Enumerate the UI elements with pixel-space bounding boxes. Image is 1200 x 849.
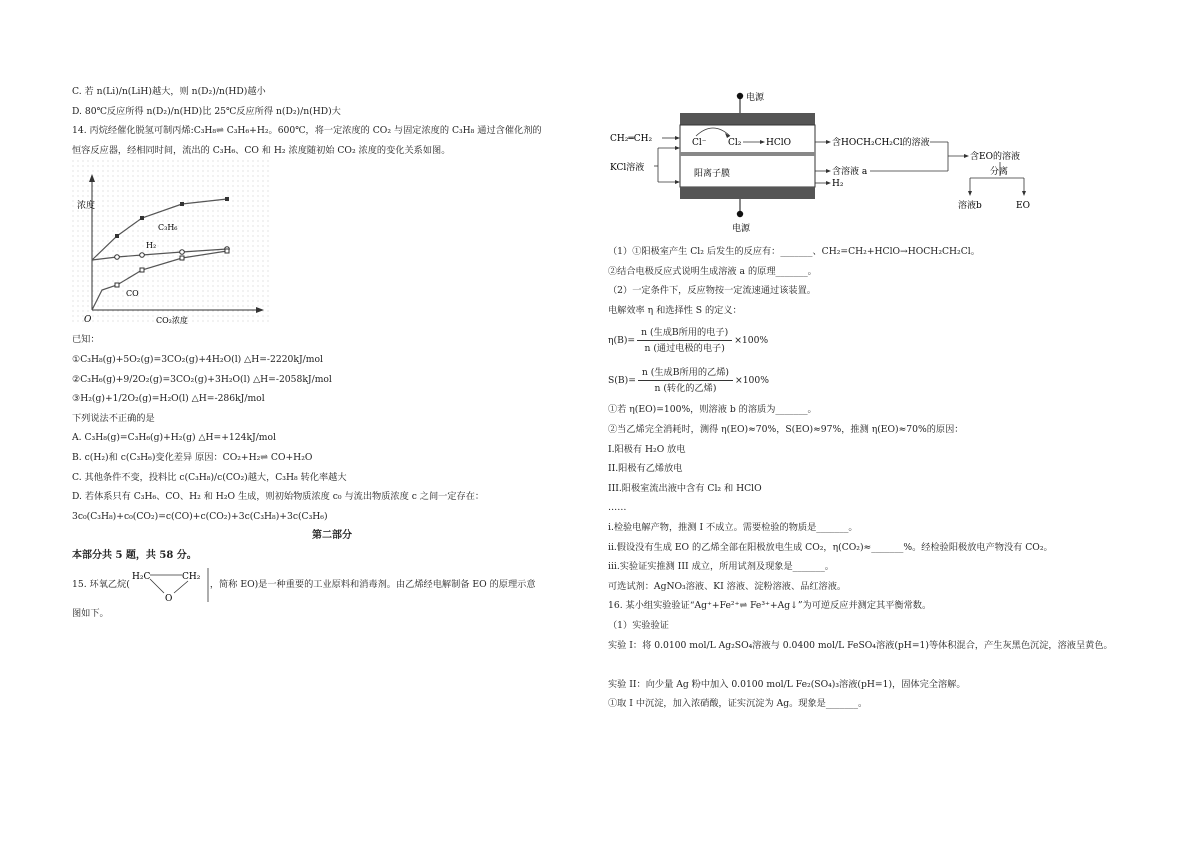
c3h6-point [140, 216, 144, 220]
h2-point [140, 253, 145, 258]
q15-part2: （2）一定条件下，反应物按一定流速通过该装置。 [608, 285, 816, 297]
experiment-2: 实验 II：向少量 Ag 粉中加入 0.0100 mol/L Fe₂(SO₄)₃溶液(pH=1)，固体完全溶解。 [608, 678, 966, 690]
q14-option-d: D. 若体系只有 C₃H₆、CO、H₂ 和 H₂O 生成，则初始物质浓度 c₀ 与流出物质浓度 c 之间一定存在： [72, 491, 485, 503]
section-title: 第二部分 [312, 530, 352, 542]
q14-option-b: B. c(H₂)和 c(C₃H₆)变化差异 原因：CO₂+H₂⇌ CO+H₂O [72, 451, 313, 463]
co-point [225, 249, 229, 253]
experiment-1: 实验 I：将 0.0100 mol/L Ag₂SO₄溶液与 0.0400 mol/L FeSO₄溶液(pH=1)等体积混合，产生灰黑色沉淀，溶液呈黄色。 [608, 639, 1113, 651]
eo-solution: 含EO的溶液 [970, 152, 1020, 162]
q14-stem-line2: 恒容反应器，经相同时间，流出的 C₃H₆、CO 和 H₂ 浓度随初始 CO₂ 浓度的变化关系如图。 [72, 144, 451, 156]
h2-point [180, 250, 185, 255]
eta-tail: ×100% [734, 334, 769, 346]
c3h6-point [115, 234, 119, 238]
hclo: HClO [766, 138, 791, 148]
y-axis-label: 浓度 [77, 201, 96, 212]
selectivity-formula [608, 360, 1128, 400]
reagent-list: 可选试剂：AgNO₃溶液、KI 溶液、淀粉溶液、品红溶液。 [608, 580, 847, 592]
anode-outlet-head [826, 140, 831, 144]
co-point [115, 283, 119, 287]
chart-background [72, 160, 272, 325]
equation-3: ③H₂(g)+1/2O₂(g)=H₂O(l) △H=-286kJ/mol [72, 393, 265, 405]
blank-line [608, 655, 1128, 675]
sel-fraction [638, 365, 733, 396]
ellipsis: …… [608, 502, 627, 514]
sub-question-iii: iii.实验证实推测 III 成立，所用试剂及现象是_______。 [608, 561, 834, 573]
epoxide-right-group: CH₂ [181, 571, 201, 582]
option-d: D. 80℃反应所得 n(D₂)/n(HD)比 25℃反应所得 n(D₂)/n(HD)大 [72, 105, 341, 117]
q14-option-d-equation: 3c₀(C₃H₈)+c₀(CO₂)=c(CO)+c(CO₂)+3c(C₃H₈)+3c(C₃H₆) [72, 510, 328, 522]
chlorine: Cl₂ [728, 138, 742, 148]
q14-option-a: A. C₃H₈(g)=C₃H₆(g)+H₂(g) △H=+124kJ/mol [72, 432, 276, 444]
power-terminal-bottom [737, 211, 743, 217]
hydrogen-out: H₂ [832, 179, 844, 189]
series-label-co: CO [126, 289, 139, 299]
chloride-ion: Cl⁻ [692, 138, 707, 148]
eo-product: EO [1016, 201, 1030, 211]
to-solution-b-head [968, 191, 972, 196]
q15-suffix: ，简称 EO)是一种重要的工业原料和消毒剂。由乙烯经电解制备 EO 的原理示意 [209, 578, 536, 590]
q15-part1-1: （1）①阳极室产生 Cl₂ 后发生的反应有：_______、CH₂=CH₂+HClO→HOCH₂CH₂Cl。 [608, 246, 980, 257]
solution-b: 溶液b [958, 201, 982, 211]
ethylene-input: CH₂═CH₂ [610, 134, 653, 144]
epoxide-structure [130, 566, 210, 604]
electrolysis-diagram-svg [608, 90, 1128, 242]
separate-label: 分离 [990, 167, 1009, 177]
eta-denominator: n (通过电极的电子) [644, 342, 725, 354]
q15-part1-2: ②结合电极反应式说明生成溶液 a 的原理_______。 [608, 265, 817, 277]
eta-lhs: η(B)= [608, 334, 636, 346]
left-column [72, 82, 592, 623]
kcl-cathode-arrowhead [675, 180, 680, 184]
epoxide-left-group: H₂C [131, 571, 151, 582]
anode-plate [680, 113, 815, 125]
question-prompt: 下列说法不正确的是 [72, 412, 155, 424]
definition-heading: 电解效率 η 和选择性 S 的定义： [608, 304, 742, 316]
epoxide-co-bond [174, 581, 188, 593]
co-point [180, 256, 184, 260]
eta-numerator: n (生成B所用的电子) [637, 325, 732, 341]
sel-tail: ×100% [735, 374, 769, 386]
co-point [140, 268, 144, 272]
equation-1: ①C₃H₈(g)+5O₂(g)=3CO₂(g)+4H₂O(l) △H=-2220kJ/mol [72, 353, 323, 365]
electrolysis-diagram [608, 90, 1128, 242]
cathode-outlet-h2-head [826, 181, 831, 185]
hypothesis-2: II.阳极有乙烯放电 [608, 463, 683, 475]
hoch-solution: 含HOCH₂CH₂Cl的溶液 [832, 138, 930, 148]
sel-denominator: n (转化的乙烯) [654, 382, 717, 394]
power-label-bottom: 电源 [732, 224, 751, 234]
q15-2-2: ②当乙烯完全消耗时，测得 η(EO)≈70%，S(EO)≈97%，推测 η(EO)≈70%的原因： [608, 423, 964, 435]
equation-2: ②C₃H₆(g)+9/2O₂(g)=3CO₂(g)+3H₂O(l) △H=-2058kJ/mol [72, 373, 332, 385]
concentration-chart [72, 160, 592, 330]
power-terminal-top [737, 93, 743, 99]
to-eo-product-head [1022, 191, 1026, 196]
q15-stem [72, 566, 592, 604]
hypothesis-3: III.阳极室流出液中含有 Cl₂ 和 HClO [608, 482, 762, 494]
option-c: C. 若 n(Li)/n(LiH)越大，则 n(D₂)/n(HD)越小 [72, 86, 266, 97]
q15-prefix: 15. 环氧乙烷( [72, 578, 130, 590]
epoxide-co-bond [150, 579, 164, 593]
q16-stem: 16. 某小组实验验证“Ag⁺+Fe²⁺⇌ Fe³⁺+Ag↓”为可逆反应并测定其平衡常数。 [608, 600, 932, 612]
series-label-c3h6: C₃H₆ [158, 223, 178, 233]
to-eo-arrowhead [964, 154, 969, 158]
known-heading: 已知： [72, 334, 100, 346]
sub-question-ii: ii.假设没有生成 EO 的乙烯全部在阳极放电生成 CO₂，η(CO₂)≈_______%。经检验阳极放电产物没有 CO₂。 [608, 541, 1053, 553]
power-label-top: 电源 [746, 93, 765, 103]
sel-numerator: n (生成B所用的乙烯) [638, 365, 733, 381]
cathode-plate [680, 187, 815, 199]
q14-option-c: C. 其他条件不变，投料比 c(C₃H₈)/c(CO₂)越大，C₃H₈ 转化率越大 [72, 471, 347, 483]
section-note: 本部分共 5 题，共 58 分。 [72, 549, 197, 561]
q16-1-1: ①取 I 中沉淀，加入浓硝酸，证实沉淀为 Ag。现象是_______。 [608, 698, 868, 710]
efficiency-formula [608, 320, 1128, 360]
c3h6-point [180, 202, 184, 206]
q14-stem-line1: 14. 丙烷经催化脱氢可制丙烯:C₃H₈⇌ C₃H₆+H₂。600℃，将一定浓度的 CO₂ 与固定浓度的 C₃H₈ 通过含催化剂的 [72, 125, 542, 137]
h2-point [115, 255, 120, 260]
q15-end: 图如下。 [72, 607, 109, 619]
kcl-anode-arrowhead [675, 146, 680, 150]
origin-label: O [84, 315, 92, 326]
membrane-label: 阳离子膜 [694, 169, 731, 179]
right-column [608, 90, 1128, 714]
concentration-chart-svg [72, 160, 272, 330]
x-axis-label: CO₂浓度 [156, 316, 188, 326]
q16-part1: （1）实验验证 [608, 619, 669, 631]
ethylene-arrowhead [675, 136, 680, 140]
kcl-input: KCl溶液 [610, 163, 645, 173]
epoxide-oxygen: O [164, 593, 173, 604]
series-label-h2: H₂ [146, 241, 157, 251]
c3h6-point [225, 197, 229, 201]
solution-a: 含溶液 a [832, 167, 868, 177]
eta-fraction [637, 325, 732, 356]
cathode-outlet-a-head [826, 169, 831, 173]
cation-membrane [680, 152, 815, 156]
sub-question-i: i.检验电解产物，推测 I 不成立。需要检验的物质是_______。 [608, 521, 858, 533]
q15-2-1: ①若 η(EO)=100%，则溶液 b 的溶质为_______。 [608, 404, 817, 416]
sel-lhs: S(B)= [608, 374, 636, 386]
hypothesis-1: I.阳极有 H₂O 放电 [608, 443, 686, 455]
